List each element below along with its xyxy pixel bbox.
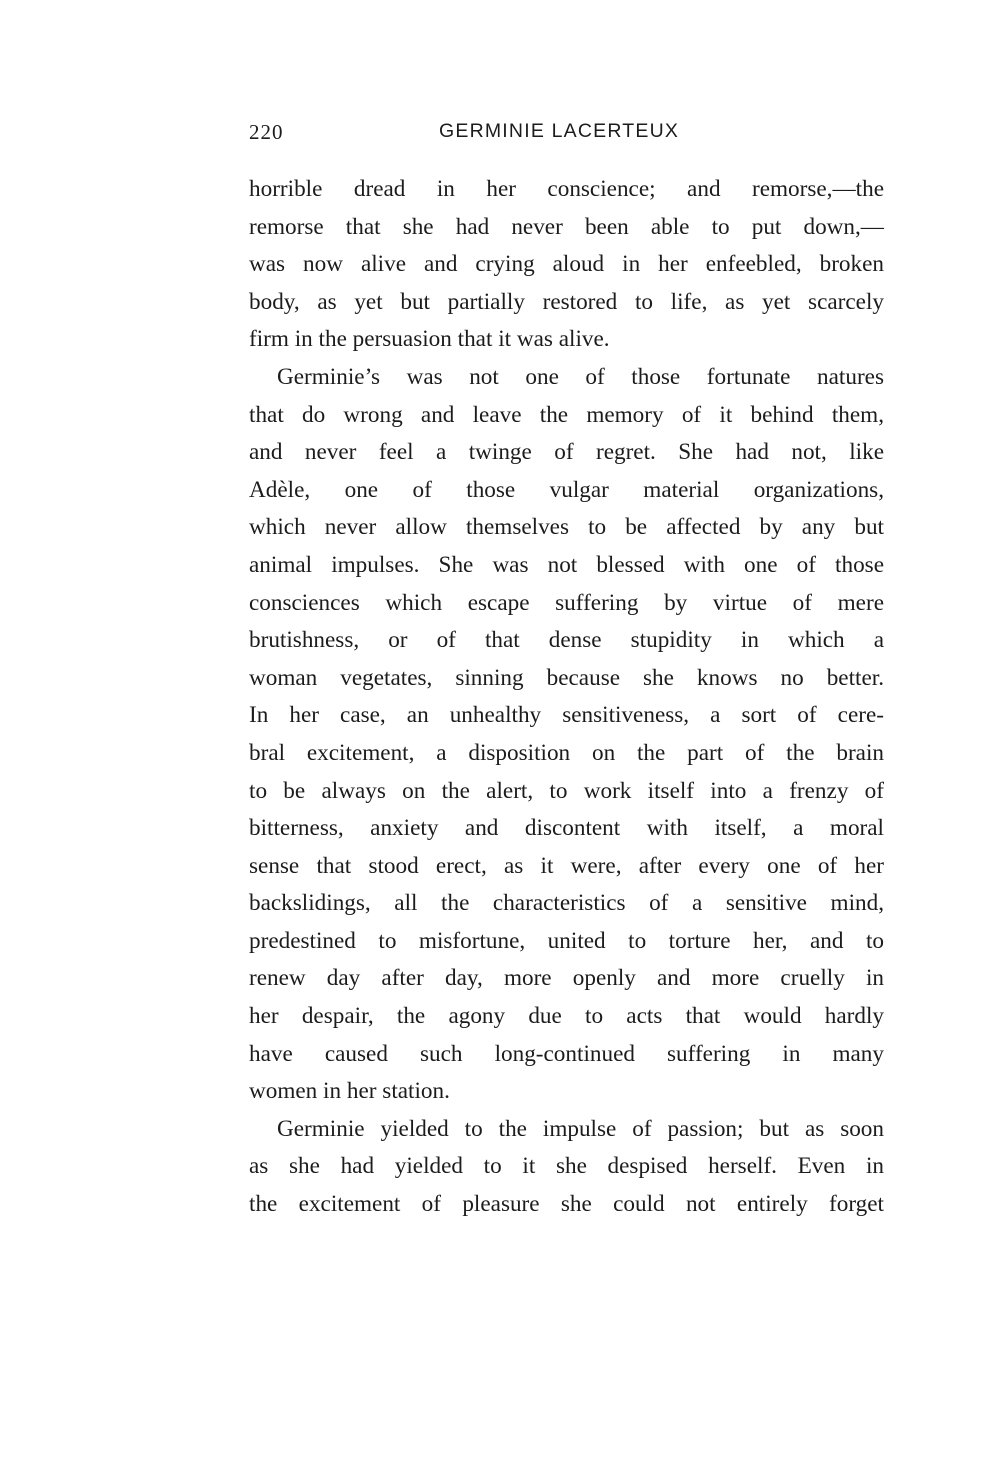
text-line: backslidings, all the characteristics of a sensitive mind,: [249, 890, 884, 917]
paragraph-3: [249, 1111, 884, 1224]
text-line: body, as yet but partially restored to life, as yet scarcely: [249, 288, 884, 315]
text-line: bitterness, anxiety and discontent with itself, a moral: [249, 815, 884, 842]
text-line: her despair, the agony due to acts that would hardly: [249, 1003, 884, 1030]
text-line: and never feel a twinge of regret. She had not, like: [249, 439, 884, 466]
text-line: to be always on the alert, to work itself into a frenzy of: [249, 777, 884, 804]
text-line: was now alive and crying aloud in her enfeebled, broken: [249, 251, 884, 278]
text-line: Adèle, one of those vulgar material organizations,: [249, 476, 884, 503]
text-line: woman vegetates, sinning because she knows no better.: [249, 664, 884, 691]
text-line: which never allow themselves to be affected by any but: [249, 514, 884, 541]
text-line: animal impulses. She was not blessed with one of those: [249, 551, 884, 578]
text-line: brutishness, or of that dense stupidity in which a: [249, 627, 884, 654]
text-line: In her case, an unhealthy sensitiveness, a sort of cere-: [249, 702, 884, 729]
text-line: horrible dread in her conscience; and remorse,—the: [249, 176, 884, 202]
text-line: consciences which escape suffering by virtue of mere: [249, 589, 884, 616]
text-line: bral excitement, a disposition on the part of the brain: [249, 739, 884, 766]
running-head: [249, 120, 884, 150]
text-line: that do wrong and leave the memory of it behind them,: [249, 401, 884, 428]
body-text: [249, 171, 884, 1224]
text-line: firm in the persuasion that it was alive.: [249, 326, 610, 353]
paragraph-1: [249, 171, 884, 359]
text-line: sense that stood erect, as it were, after every one of her: [249, 852, 884, 879]
running-title: GERMINIE LACERTEUX: [439, 120, 680, 142]
text-line: remorse that she had never been able to put down,—: [249, 213, 884, 240]
text-line: the excitement of pleasure she could not entirely forget: [249, 1191, 884, 1218]
text-line: renew day after day, more openly and more cruelly in: [249, 965, 884, 992]
text-line: have caused such long-continued suffering in many: [249, 1040, 884, 1067]
page-number: 220: [249, 120, 284, 144]
text-line: predestined to misfortune, united to torture her, and to: [249, 927, 884, 954]
text-line: as she had yielded to it she despised herself. Even in: [249, 1153, 884, 1180]
text-line: Germinie’s was not one of those fortunate natures: [277, 363, 884, 390]
paragraph-2: [249, 359, 884, 1111]
text-line: women in her station.: [249, 1078, 450, 1105]
text-line: Germinie yielded to the impulse of passion; but as soon: [277, 1115, 884, 1142]
